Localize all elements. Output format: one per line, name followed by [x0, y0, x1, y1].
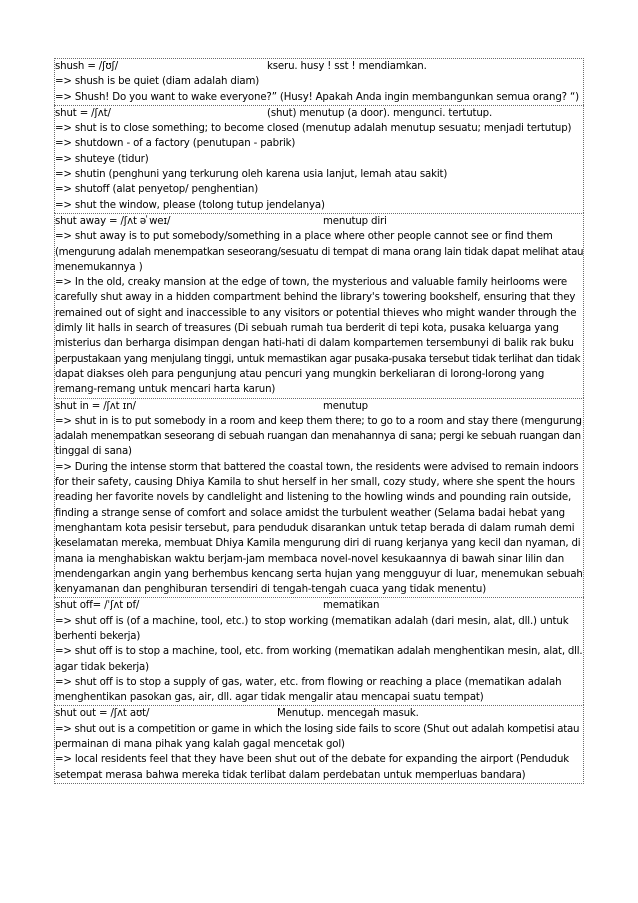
headword-meaning: mematikan: [323, 600, 380, 612]
definition-line: => shutoff (alat penyetop/ penghentian): [55, 184, 259, 196]
example-line: remained out of sight and inaccessible to any visitors or potential thieves who might wander through the: [55, 307, 577, 319]
definition-line: => shut off is (of a machine, tool, etc.) to stop working (mematikan adalah (dari mesin, alat, dll.) untuk: [55, 615, 569, 627]
entry-header: [55, 106, 583, 121]
entry-shut-in: [54, 398, 584, 598]
example-line: kenyamanan dan penghiburan tersendiri di tengah-tengah cuaca yang tidak menentu): [55, 584, 487, 596]
headword-meaning: menutup: [323, 400, 368, 412]
definition-line: => Shush! Do you want to wake everyone?” (Husy! Apakah Anda ingin membangunkan semua orang? “): [55, 91, 579, 103]
entry-header: [55, 706, 583, 721]
example-line: reading her favorite novels by candlelight and listening to the howling winds and pounding rain outside,: [55, 492, 572, 504]
definition-line: (mengurung adalah menempatkan seseorang/sesuatu di tempat di mana orang lain tidak dapat melihat atau: [55, 246, 584, 258]
definition-line: => shut out is a competition or game in which the losing side fails to score (Shut out adalah kompetisi atau: [55, 723, 580, 735]
example-line: keselamatan mereka, membuat Dhiya Kamila mengurung diri di ruang kerjanya yang kecil dan nyaman, di: [55, 538, 581, 550]
definition-line: permainan di mana pihak yang kalah gagal mencetak gol): [55, 739, 345, 751]
example-line: setempat merasa bahwa mereka tidak terlibat dalam perdebatan untuk memperluas bandara): [55, 769, 526, 781]
entry-header: [55, 399, 583, 414]
entry-shut-away: [54, 213, 584, 398]
definition-line: berhenti bekerja): [55, 630, 141, 642]
entry-shut-out: [54, 705, 584, 783]
definition-line: => shut off is to stop a supply of gas, water, etc. from flowing or reaching a place (mematikan adalah: [55, 676, 562, 688]
definition-line: menghentikan pasokan gas, air, dll. agar tidak mengalir atau mencapai suatu tempat): [55, 692, 484, 704]
dictionary-document: [54, 58, 584, 784]
example-line: => During the intense storm that battered the coastal town, the residents were advised to remain indoors: [55, 461, 579, 473]
headword: shut off= /ˈʃʌt ɒf/: [55, 600, 140, 612]
headword: shut away = /ʃʌt ə ̍weɪ/: [55, 215, 171, 227]
definition-line: => shut in is to put somebody in a room and keep them there; to go to a room and stay there (mengurung: [55, 415, 582, 427]
example-line: dimly lit halls in search of treasures (Di sebuah rumah tua berderit di tepi kota, pusaka keluarga yang: [55, 323, 559, 335]
entry-header: [55, 59, 583, 74]
example-line: carefully shut away in a hidden compartment behind the library's towering bookshelf, ensuring that they: [55, 292, 576, 304]
headword-meaning: Menutup. mencegah masuk.: [277, 708, 419, 720]
headword: shut out = /ʃʌt aʊt/: [55, 708, 150, 720]
example-line: remang-remang untuk mencari harta karun): [55, 384, 276, 396]
headword: shut = /ʃʌt/: [55, 107, 111, 119]
example-line: for their safety, causing Dhiya Kamila to shut herself in her small, cozy study, where she spent the hours: [55, 477, 575, 489]
definition-line: => shut is to close something; to become closed (menutup adalah menutup sesuatu; menjadi tertutup): [55, 123, 572, 135]
definition-line: => shut away is to put somebody/something in a place where other people cannot see or find them: [55, 231, 553, 243]
example-line: => local residents feel that they have been shut out of the debate for expanding the airport (Penduduk: [55, 754, 570, 766]
example-line: perpustakaan yang menjulang tinggi, untuk memastikan agar pusaka-pusaka tersebut tidak terlihat dan tidak: [55, 353, 581, 365]
example-line: finding a strange sense of comfort and solace amidst the turbulent weather (Selama badai hebat yang: [55, 507, 565, 519]
headword-meaning: kseru. husy ! sst ! mendiamkan.: [267, 61, 427, 72]
definition-line: => shutin (penghuni yang terkurung oleh karena usia lanjut, lemah atau sakit): [55, 169, 448, 181]
definition-line: tinggal di sana): [55, 446, 132, 458]
definition-line: => shut off is to stop a machine, tool, etc. from working (mematikan adalah menghentikan mesin, alat, dll.: [55, 646, 583, 658]
example-line: mendengarkan angin yang berhembus kencang serta hujan yang mengguyur di luar, menemukan sebuah: [55, 568, 583, 580]
definition-line: => shut the window, please (tolong tutup jendelanya): [55, 199, 325, 211]
entry-shut: [54, 105, 584, 213]
definition-line: adalah menempatkan seseorang di sebuah ruangan dan menahannya di sana; pergi ke sebuah ruangan dan: [55, 431, 581, 443]
example-line: menghantam kota pesisir tersebut, para penduduk disarankan untuk tetap berada di dalam rumah demi: [55, 522, 575, 534]
definition-line: agar tidak bekerja): [55, 661, 149, 673]
example-line: mana ia menghabiskan waktu berjam-jam membaca novel-novel kesukaannya di bawah sinar lilin dan: [55, 553, 565, 565]
definition-line: => shush is be quiet (diam adalah diam): [55, 76, 260, 88]
definition-line: => shuteye (tidur): [55, 153, 149, 165]
entry-shut-off: [54, 597, 584, 705]
headword: shut in = /ʃʌt ɪn/: [55, 400, 136, 412]
example-line: => In the old, creaky mansion at the edge of town, the mysterious and valuable family heirlooms were: [55, 277, 567, 289]
headword-meaning: menutup diri: [323, 215, 387, 227]
definition-line: menemukannya ): [55, 261, 143, 273]
entry-header: [55, 214, 583, 229]
example-line: misterius dan berharga disimpan dengan hati-hati di dalam kompartemen tersembunyi di balik rak buku: [55, 338, 574, 350]
entry-header: [55, 598, 583, 613]
headword-meaning: (shut) menutup (a door). mengunci. tertutup.: [267, 107, 493, 119]
entry-shush: [54, 58, 584, 105]
headword: shush = /ʃʊʃ/: [55, 61, 119, 72]
example-line: dapat diakses oleh para pengunjung atau pencuri yang mungkin berkeliaran di lorong-lorong yang: [55, 368, 545, 380]
definition-line: => shutdown - of a factory (penutupan - pabrik): [55, 138, 296, 150]
